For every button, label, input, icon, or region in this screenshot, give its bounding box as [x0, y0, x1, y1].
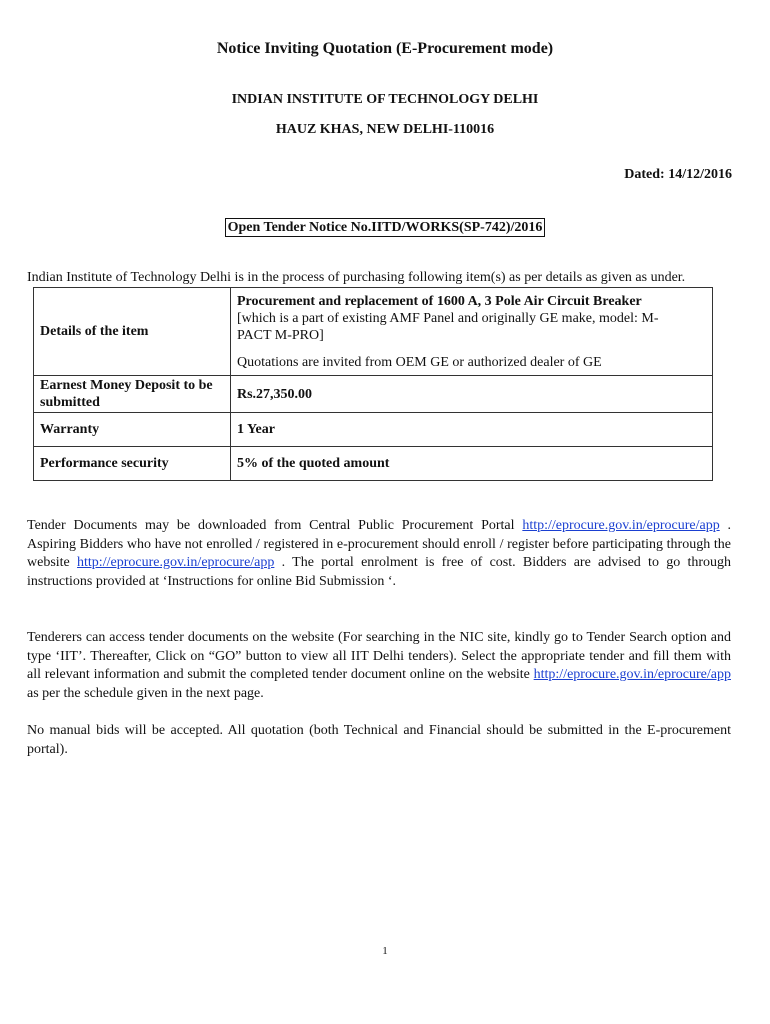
item-note: Quotations are invited from OEM GE or authorized dealer of GE — [237, 354, 602, 370]
warranty-value: 1 Year — [231, 413, 713, 447]
warranty-label: Warranty — [34, 413, 231, 447]
item-description: [which is a part of existing AMF Panel and originally GE make, model: M-PACT M-PRO] — [237, 310, 659, 343]
eprocure-link[interactable]: http://eprocure.gov.in/eprocure/app — [77, 555, 275, 571]
item-title: Procurement and replacement of 1600 A, 3 Pole Air Circuit Breaker — [237, 293, 642, 309]
manual-bids-paragraph: No manual bids will be accepted. All quotation (both Technical and Financial should be submitted in the E-procurement portal). — [27, 723, 731, 757]
paragraph-text: Tenderers can access tender documents on the website (For searching in the NIC site, kindly go to Tender Search option and type ‘IIT’. Thereafter, Click on “GO” button to view all IIT Delhi tenders). Select the appropriate tender and fill them with all relevant information and submit the completed tender document online on the website — [27, 630, 731, 683]
table-row — [34, 413, 713, 447]
paragraph-text: . Aspiring Bidders who have not enrolled / registered in e-procurement should enroll / register before participating through the website — [27, 518, 732, 571]
intro-text: Indian Institute of Technology Delhi is in the process of purchasing following item(s) as per details as given as under. — [27, 270, 686, 285]
eprocure-link[interactable]: http://eprocure.gov.in/eprocure/app — [522, 518, 720, 533]
tender-notice-box — [0, 218, 770, 236]
download-paragraph — [27, 517, 731, 591]
paragraph-text: as per the schedule given in the next page. — [27, 685, 264, 701]
item-details-cell — [231, 288, 713, 376]
institute-name: INDIAN INSTITUTE OF TECHNOLOGY DELHI — [231, 92, 539, 107]
performance-security-value: 5% of the quoted amount — [231, 447, 713, 481]
paragraph-text: . The portal enrolment is free of cost. Bidders are advised to go through instructions provided at ‘Instructions for online Bid Submission ‘. — [27, 555, 731, 589]
emd-value: Rs.27,350.00 — [231, 376, 713, 413]
table-row — [34, 288, 713, 376]
performance-security-label: Performance security — [34, 447, 231, 481]
institute-address: HAUZ KHAS, NEW DELHI-110016 — [275, 122, 495, 137]
emd-label: Earnest Money Deposit to be submitted — [34, 376, 231, 413]
paragraph-text: Tender Documents may be downloaded from Central Public Procurement Portal — [27, 518, 523, 533]
notice-date: Dated: 14/12/2016 — [624, 167, 732, 182]
access-paragraph — [27, 629, 731, 703]
document-title: Notice Inviting Quotation (E-Procurement mode) — [216, 40, 554, 57]
table-row — [34, 376, 713, 413]
page-number: 1 — [382, 945, 388, 957]
item-label: Details of the item — [34, 288, 231, 376]
details-table — [33, 287, 713, 481]
eprocure-link[interactable]: http://eprocure.gov.in/eprocure/app — [533, 667, 731, 683]
tender-notice-number: Open Tender Notice No.IITD/WORKS(SP-742)/2016 — [225, 218, 546, 237]
table-row — [34, 447, 713, 481]
